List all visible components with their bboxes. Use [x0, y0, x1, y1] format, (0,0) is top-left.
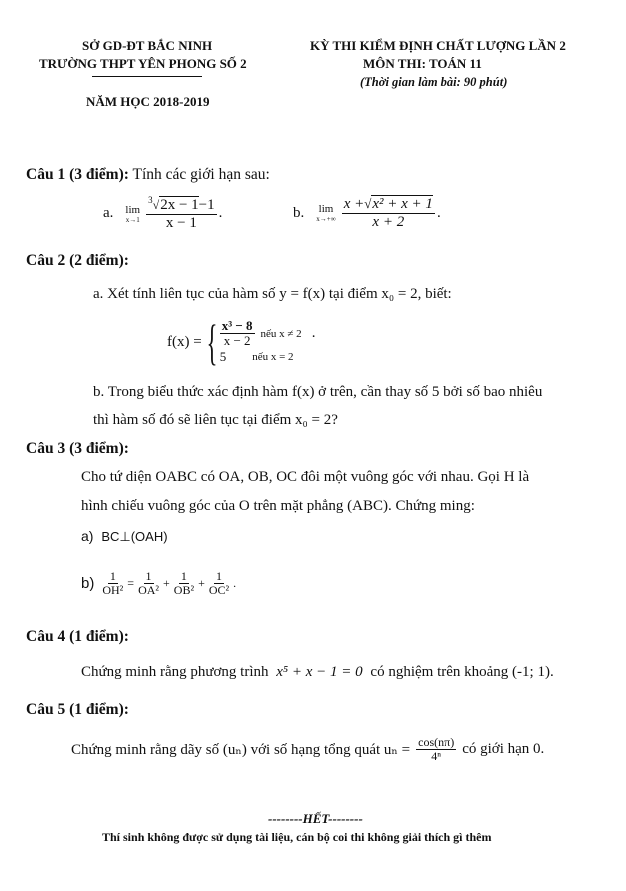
q1-a-lim: lim: [125, 203, 141, 216]
q1-b-limit: [316, 203, 335, 223]
q3-b-frac2: $\frac{1}{\text{OA²}}$: [138, 569, 159, 598]
q3-line1: Cho tứ diện OABC có OA, OB, OC đôi một vuông góc với nhau. Gọi H là: [81, 469, 530, 485]
q1-a-root-index: 3: [148, 195, 153, 205]
q1-b-label: b.: [293, 204, 305, 221]
q5-title: Câu 5 (1 điểm):: [26, 701, 129, 718]
q2-fx-label: f(x) =: [167, 333, 202, 350]
q2-case2-cond: nếu x = 2: [252, 351, 294, 364]
exam-subject: MÔN THI: TOÁN 11: [363, 56, 482, 71]
q3-b-label: b): [81, 575, 95, 593]
q4-equation: x⁵ + x − 1 = 0: [276, 664, 363, 680]
q2-title: Câu 2 (2 điểm):: [26, 252, 129, 269]
q2-case1: $\frac{\text{x³ − 8}}{x - 2}$ nếu x ≠ 2 .: [221, 317, 316, 349]
q2-b-line2: thì hàm số đó sẽ liên tục tại điểm x₀ = 2?: [93, 412, 338, 428]
exam-title: KỲ THI KIỂM ĐỊNH CHẤT LƯỢNG LẦN 2: [310, 38, 566, 53]
q3-a-expr: BC⊥(OAH): [101, 529, 168, 544]
q2-case2-val: 5: [219, 349, 227, 365]
q5-pre: Chứng minh rằng dãy số (uₙ) với số hạng tổng quát uₙ =: [71, 742, 411, 759]
q3-line2: hình chiếu vuông góc của O trên mặt phẳng (ABC). Chứng ming:: [81, 498, 475, 514]
q3-title: Câu 3 (3 điểm):: [26, 440, 129, 457]
q1-part-b: b. lim x→+∞ $\frac{\text{x +√x² + x + 1}}{x + 2}$ .: [293, 196, 441, 230]
q3-b-frac1: $\frac{1}{\text{OH²}}$: [102, 569, 124, 598]
q2-a-text: a. Xét tính liên tục của hàm số y = f(x) tại điểm x₀ = 2, biết:: [93, 286, 452, 302]
q5-num: cos(nπ): [418, 735, 455, 749]
q1-b-lim: lim: [318, 203, 334, 216]
q1-a-num-rest: −1: [198, 197, 215, 213]
q5-post: có giới hạn 0.: [462, 741, 545, 758]
q2-case1-den: x − 2: [223, 333, 251, 349]
exam-time: (Thời gian làm bài: 90 phút): [360, 75, 508, 89]
school-year: NĂM HỌC 2018-2019: [86, 94, 210, 109]
q3-part-a: [81, 528, 168, 545]
q2-brace: {: [206, 314, 218, 370]
q2-piecewise: [167, 314, 316, 370]
end-marker: --------HẾT--------: [268, 811, 363, 826]
q5-fraction: [416, 736, 456, 764]
q1-a-fraction: $\frac{^3√2x - 1-1}{x - 1}$: [148, 195, 215, 231]
q3-b-frac3: $\frac{1}{\text{OB²}}$: [173, 569, 195, 598]
q3-a-label: a): [81, 528, 94, 544]
school-underline: [92, 76, 202, 77]
q4-text: [81, 664, 554, 681]
q2-b-line1: b. Trong biểu thức xác định hàm f(x) ở trên, cần thay số 5 bởi số bao nhiêu: [93, 384, 543, 400]
q1-part-a: a. lim x→1 $\frac{^3√2x - 1-1}{x - 1}$ .: [103, 195, 223, 231]
q1-a-lim-sub: x→1: [125, 215, 140, 224]
q1-b-lim-sub: x→+∞: [316, 215, 336, 224]
footer-note: Thí sinh không được sử dụng tài liệu, cán bộ coi thi không giải thích gì thêm: [102, 830, 492, 844]
q3-b-frac4: $\frac{1}{\text{OC²}}$: [208, 569, 230, 598]
dept-name: SỞ GD-ĐT BẮC NINH: [82, 38, 213, 53]
q1-b-radicand: x² + x + 1: [372, 196, 433, 212]
q2-case1-num: x³ − 8: [221, 317, 253, 333]
school-name: TRƯỜNG THPT YÊN PHONG SỐ 2: [39, 56, 247, 71]
q1-b-den: x + 2: [372, 213, 405, 230]
q4-title: Câu 4 (1 điểm):: [26, 628, 129, 645]
q5-den: 4ⁿ: [431, 749, 442, 764]
q1-b-num-pre: x +: [343, 196, 365, 212]
q1-a-limit: [125, 204, 140, 224]
q1-title: Câu 1 (3 điểm):: [26, 166, 129, 183]
q2-case1-cond: nếu x ≠ 2: [260, 327, 302, 340]
q5-text: [71, 736, 544, 764]
q3-part-b: b) $\frac{1}{\text{OH²}}$ = $\frac{1}{\text{OA²}}$ + $\frac{1}{\text{OB²}}$ + $\frac{1}{\text{OC²}}$ .: [81, 569, 237, 598]
q1-a-den: x − 1: [165, 214, 197, 231]
q4-pre: Chứng minh rằng phương trình: [81, 664, 269, 680]
q4-post: có nghiệm trên khoảng (-1; 1).: [370, 664, 554, 680]
q1-a-label: a.: [103, 205, 114, 222]
q1-heading: [26, 166, 270, 184]
q1-b-fraction: $\frac{\text{x +√x² + x + 1}}{x + 2}$: [343, 196, 433, 230]
q1-text: Tính các giới hạn sau:: [132, 166, 270, 183]
q2-case2: [218, 349, 316, 365]
q2-cases: [218, 319, 316, 365]
q1-a-radicand: 2x − 1: [160, 197, 199, 213]
